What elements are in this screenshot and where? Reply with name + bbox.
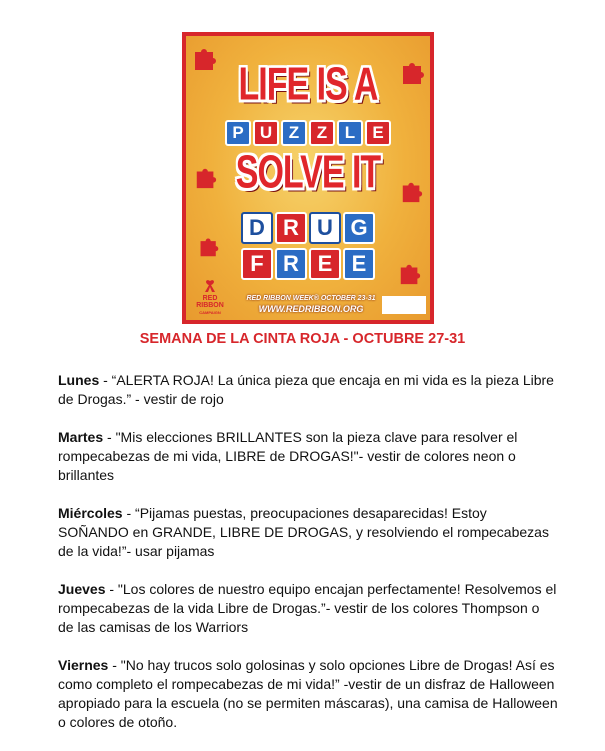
puzzle-tile: U — [309, 212, 341, 244]
schedule-item-thursday — [58, 580, 558, 637]
puzzle-tile: Z — [281, 120, 307, 146]
day-label: Miércoles — [58, 505, 123, 521]
day-description: - "No hay trucos solo golosinas y solo opciones Libre de Drogas! Así es como completo el rompecabezas de mi vida!” -vestir de un disfraz de Halloween apropiado para la escuela (no se permiten máscaras), una camisa de Halloween o colores de otoño. — [58, 657, 558, 730]
schedule-item-tuesday — [58, 428, 558, 485]
day-label: Lunes — [58, 372, 100, 388]
page-title: SEMANA DE LA CINTA ROJA - OCTUBRE 27-31 — [139, 331, 466, 347]
poster-free-row — [186, 248, 430, 280]
puzzle-tile: E — [309, 248, 341, 280]
puzzle-tile: E — [365, 120, 391, 146]
red-ribbon-campaign-logo — [190, 279, 230, 316]
day-description: - “Pijamas puestas, preocupaciones desaparecidas! Estoy SOÑANDO en GRANDE, LIBRE DE DROGAS, y resolviendo el rompecabezas de la vida!”- usar pijamas — [58, 505, 549, 559]
poster-drug-row — [186, 212, 430, 244]
poster-puzzle-row — [186, 120, 430, 146]
puzzle-tile: U — [253, 120, 279, 146]
sponsor-logos — [382, 296, 426, 314]
puzzle-tile: G — [343, 212, 375, 244]
day-label: Viernes — [58, 657, 109, 673]
poster-footer — [236, 294, 386, 314]
day-description: - “ALERTA ROJA! La única pieza que encaja en mi vida es la pieza Libre de Drogas.” - vestir de rojo — [58, 372, 554, 407]
day-label: Jueves — [58, 581, 106, 597]
schedule-item-friday — [58, 656, 558, 732]
poster-event-dates: RED RIBBON WEEK® OCTOBER 23-31 — [246, 295, 376, 302]
poster-headline-life-is-a: LIFE IS A — [238, 59, 378, 111]
schedule-list — [58, 371, 558, 751]
day-description: - "Los colores de nuestro equipo encajan perfectamente! Resolvemos el rompecabezas de la vida Libre de Drogas.”- vestir de los colores Thompson o de las camisas de los Warriors — [58, 581, 557, 635]
red-ribbon-poster — [182, 32, 434, 324]
puzzle-tile: F — [241, 248, 273, 280]
day-label: Martes — [58, 429, 104, 445]
poster-headline-solve-it: SOLVE IT — [235, 147, 381, 199]
puzzle-tile: R — [275, 212, 307, 244]
schedule-item-wednesday — [58, 504, 558, 561]
ribbon-icon — [202, 279, 218, 293]
logo-line: RIBBON — [196, 302, 224, 309]
puzzle-tile: E — [343, 248, 375, 280]
puzzle-tile: D — [241, 212, 273, 244]
day-description: - "Mis elecciones BRILLANTES son la pieza clave para resolver el rompecabezas de mi vida, LIBRE de DROGAS!"- vestir de colores neon o brillantes — [58, 429, 518, 483]
puzzle-tile: P — [225, 120, 251, 146]
puzzle-tile: L — [337, 120, 363, 146]
logo-line: RED — [202, 295, 218, 302]
puzzle-tile: R — [275, 248, 307, 280]
schedule-item-monday — [58, 371, 558, 409]
poster-url: WWW.REDRIBBON.ORG — [258, 304, 364, 314]
logo-line: CAMPAIGN — [199, 310, 221, 315]
puzzle-tile: Z — [309, 120, 335, 146]
